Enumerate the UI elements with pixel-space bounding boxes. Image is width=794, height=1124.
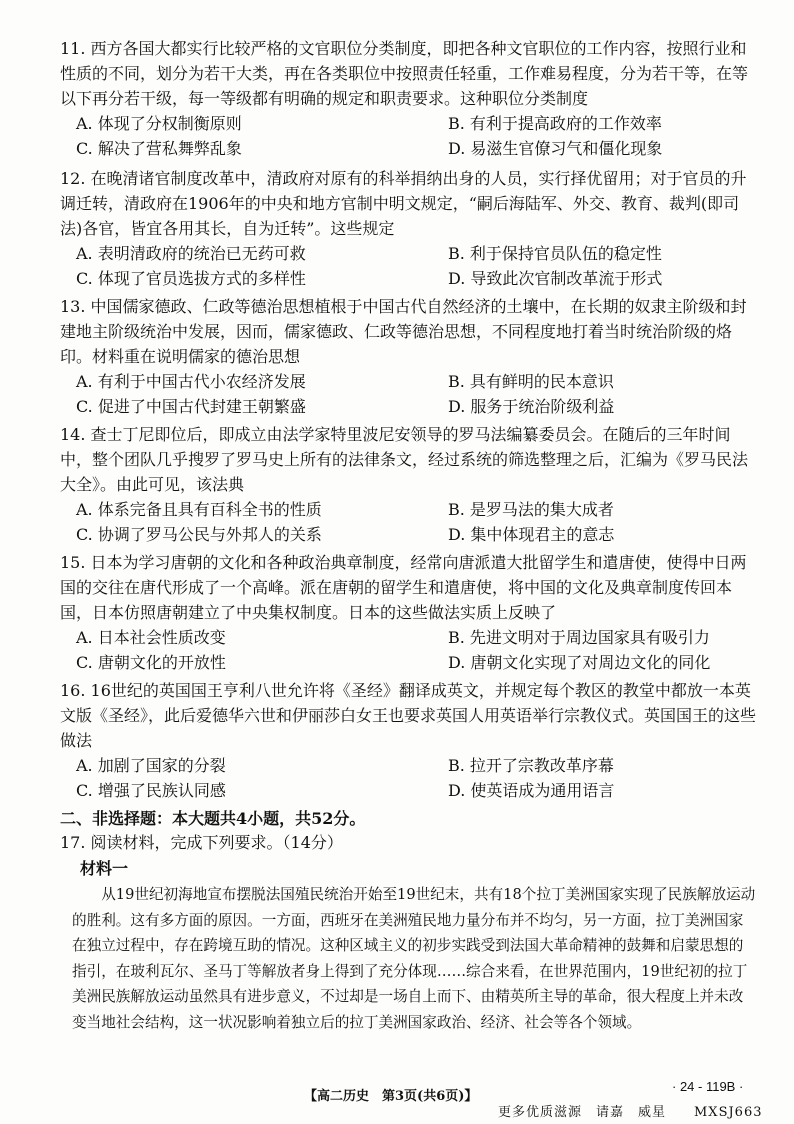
material-text: 从19世纪初海地宣布摆脱法国殖民统治开始至19世纪末，共有18个拉丁美洲国家实现了民族解放运动的胜利。这有多方面的原因。一方面，西班牙在美洲殖民地力量分布并不均匀，另一方面，拉丁美洲国家在独立过程中，存在跨境互助的情况。这种区域主义的初步实践受到法国大革命精神的鼓舞和启蒙思想的指引，在玻利瓦尔、圣马丁等解放者身上得到了充分体现……综合来看，在世界范围内，19世纪初的拉丁美洲民族解放运动虽然具有进步意义，不过却是一场自上而下、由精英所主导的革命，很大程度上并未改变当地社会结构，这一状况影响着独立后的拉丁美洲国家政治、经济、社会等各个领域。 xyxy=(72,886,756,1031)
option-c: C. 协调了罗马公民与外邦人的关系 xyxy=(76,525,322,544)
option-d: D. 易滋生官僚习气和僵化现象 xyxy=(448,139,663,158)
option-b: B. 先进文明对于周边国家具有吸引力 xyxy=(448,628,710,647)
option-c: C. 增强了民族认同感 xyxy=(76,781,226,800)
option-d: D. 服务于统治阶级利益 xyxy=(448,397,615,416)
option-c: C. 体现了官员选拔方式的多样性 xyxy=(76,269,306,288)
option-c: C. 促进了中国古代封建王朝繁盛 xyxy=(76,397,306,416)
question-14 xyxy=(60,422,760,547)
option-d: D. 集中体现君主的意志 xyxy=(448,525,615,544)
option-grid xyxy=(76,241,760,291)
question-stem: 12. 在晚清诸官制度改革中，清政府对原有的科举捐纳出身的人员，实行择优留用；对于官员的升调迁转，清政府在1906年的中央和地方官制中明文规定，“嗣后海陆军、外交、教育、裁判(即司法)各官，皆宜各用其长，自为迁转”。这些规定 xyxy=(60,169,747,238)
option-c: C. 唐朝文化的开放性 xyxy=(76,653,226,672)
question-stem: 13. 中国儒家德政、仁政等德治思想植根于中国古代自然经济的土壤中，在长期的奴隶主阶级和封建地主阶级统治中发展，因而，儒家德政、仁政等德治思想，不同程度地打着当时统治阶级的烙印。材料重在说明儒家的德治思想 xyxy=(60,297,747,366)
option-d: D. 使英语成为通用语言 xyxy=(448,781,615,800)
option-b: B. 拉开了宗教改革序幕 xyxy=(448,756,614,775)
option-a: A. 日本社会性质改变 xyxy=(76,628,226,647)
option-a: A. 体系完备且具有百科全书的性质 xyxy=(76,500,322,519)
option-grid xyxy=(76,625,760,675)
question-stem: 16. 16世纪的英国国王亨利八世允许将《圣经》翻译成英文，并规定每个教区的教堂中都放一本英文版《圣经》，此后爱德华六世和伊丽莎白女王也要求英国人用英语举行宗教仪式。英国国王的这些做法 xyxy=(60,681,757,750)
question-13 xyxy=(60,294,760,419)
option-d: D. 导致此次官制改革流于形式 xyxy=(448,269,663,288)
question-15 xyxy=(60,550,760,675)
option-a: A. 表明清政府的统治已无药可救 xyxy=(76,244,306,263)
option-a: A. 体现了分权制衡原则 xyxy=(76,114,242,133)
option-a: A. 有利于中国古代小农经济发展 xyxy=(76,372,306,391)
option-b: B. 有利于提高政府的工作效率 xyxy=(448,114,662,133)
section-heading: 二、非选择题：本大题共4小题，共52分。 xyxy=(60,809,366,828)
option-c: C. 解决了营私舞弊乱象 xyxy=(76,139,242,158)
option-a: A. 加剧了国家的分裂 xyxy=(76,756,226,775)
option-grid xyxy=(76,497,760,547)
page-footer-extra: 更多优质滋源 请嘉 威星 MXSJ663 xyxy=(498,1105,763,1120)
question-17-stem: 17. 阅读材料，完成下列要求。（14分） xyxy=(60,833,343,852)
question-stem: 14. 查士丁尼即位后，即成立由法学家特里波尼安领导的罗马法编纂委员会。在随后的三年时间中，整个团队几乎搜罗了罗马史上所有的法律条文，经过系统的筛选整理之后，汇编为《罗马民法大全》。由此可见，该法典 xyxy=(60,425,749,494)
page-footer-title: 【高二历史 第3页(共6页)】 xyxy=(304,1089,478,1104)
option-d: D. 唐朝文化实现了对周边文化的同化 xyxy=(448,653,711,672)
option-b: B. 利于保持官员队伍的稳定性 xyxy=(448,244,662,263)
option-grid xyxy=(76,369,760,419)
option-grid xyxy=(76,111,760,161)
option-b: B. 具有鲜明的民本意识 xyxy=(448,372,614,391)
material-title: 材料一 xyxy=(80,859,129,878)
question-stem: 11. 西方各国大都实行比较严格的文官职位分类制度，即把各种文官职位的工作内容，按照行业和性质的不同，划分为若干大类，再在各类职位中按照责任轻重，工作难易程度，分为若干等，在等以下再分若干级，每一等级都有明确的规定和职责要求。这种职位分类制度 xyxy=(60,39,749,108)
question-12 xyxy=(60,166,760,291)
option-b: B. 是罗马法的集大成者 xyxy=(448,500,614,519)
question-11 xyxy=(60,36,760,161)
option-grid xyxy=(76,753,760,803)
question-16 xyxy=(60,678,760,803)
page-footer-code: · 24 - 119B · xyxy=(672,1079,744,1094)
question-stem: 15. 日本为学习唐朝的文化和各种政治典章制度，经常向唐派遣大批留学生和遣唐使，使得中日两国的交往在唐代形成了一个高峰。派在唐朝的留学生和遣唐使，将中国的文化及典章制度传回本国，日本仿照唐朝建立了中央集权制度。日本的这些做法实质上反映了 xyxy=(60,553,747,622)
